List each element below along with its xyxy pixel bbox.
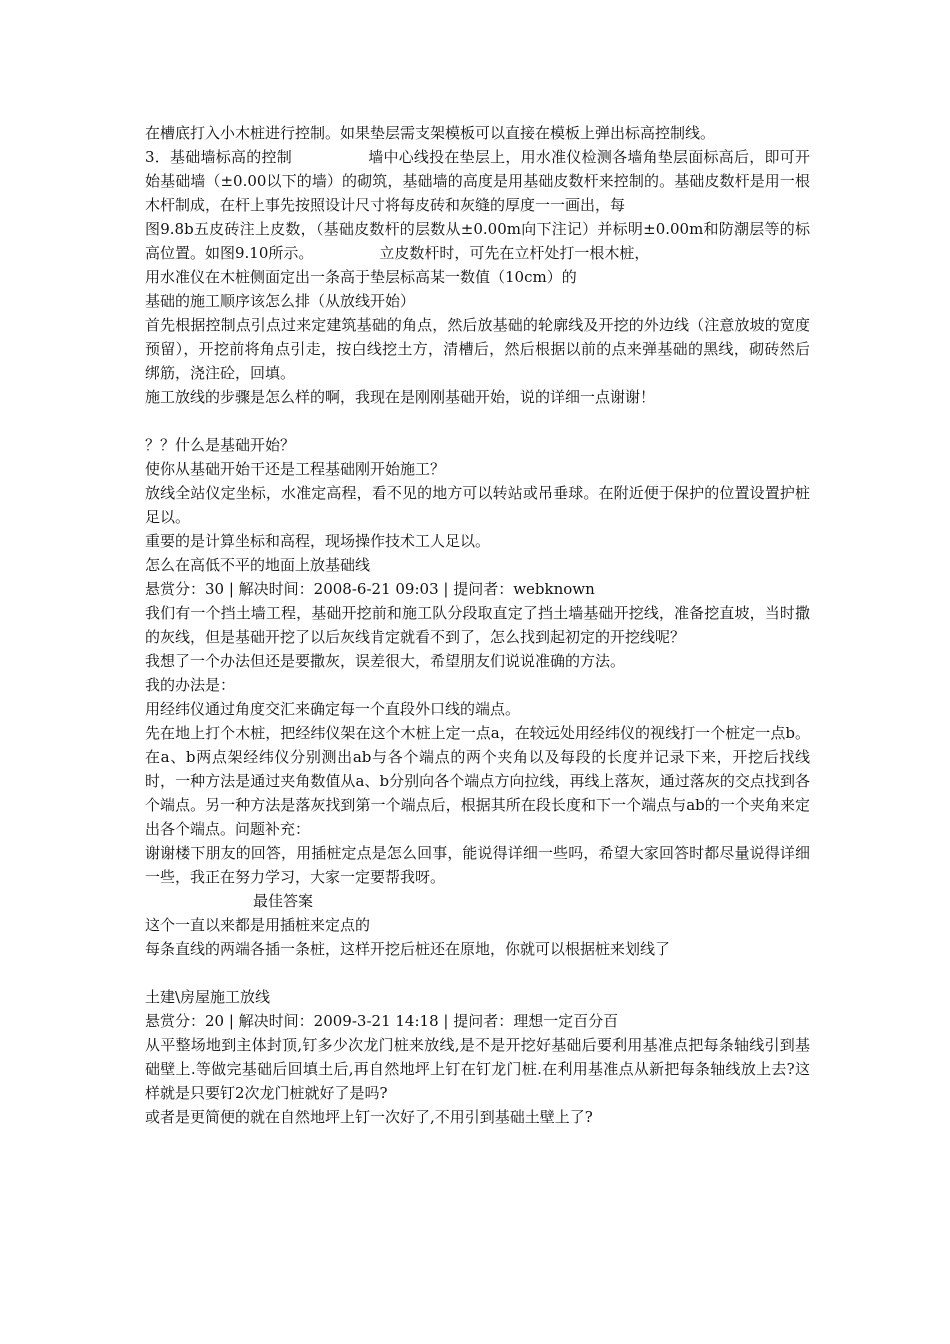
question-title: 基础的施工顺序该怎么排（从放线开始）	[145, 292, 416, 310]
paragraph: 这个一直以来都是用插桩来定点的	[145, 916, 371, 934]
paragraph: 每条直线的两端各插一条桩，这样开挖后桩还在原地，你就可以根据桩来划线了	[145, 940, 671, 958]
paragraph-text: 图9.8b五皮砖注上皮数，（基础皮数杆的层数从±0.00m向下注记）并标明±0.00m和防潮层等的标高位置。如图9.10所示。	[145, 220, 810, 262]
paragraph: 用水准仪在木桩侧面定出一条高于垫层标高某一数值（10cm）的	[145, 268, 577, 286]
blank-line	[145, 409, 810, 433]
paragraph: 我想了一个办法但还是要撒灰，误差很大，希望朋友们说说准确的方法。	[145, 652, 626, 670]
paragraph-text: 立皮数杆时，可先在立杆处打一根木桩，	[379, 244, 650, 262]
paragraph-text: 墙中心线投在垫层上，用水准仪检测各墙角垫层面标高后，即可开始基础墙（±0.00以下的墙）的砌筑，基础墙的高度是用基础皮数杆来控制的。基础皮数杆是用一根木杆制成，在杆上事先按照设计尺寸将每皮砖和灰缝的厚度一一画出，每	[145, 148, 810, 214]
paragraph-foundation-wall	[145, 145, 810, 217]
paragraph: 我们有一个挡土墙工程，基础开挖前和施工队分段取直定了挡土墙基础开挖线，准备挖直坡，当时撒的灰线，但是基础开挖了以后灰线肯定就看不到了，怎么找到起初定的开挖线呢？	[145, 604, 810, 646]
paragraph-skin-rod	[145, 217, 810, 265]
paragraph: 我的办法是：	[145, 676, 236, 694]
question-title: 施工放线的步骤是怎么样的啊，我现在是刚刚基础开始，说的详细一点谢谢！	[145, 388, 656, 406]
paragraph: 重要的是计算坐标和高程，现场操作技术工人足以。	[145, 532, 491, 550]
paragraph: 首先根据控制点引点过来定建筑基础的角点，然后放基础的轮廓线及开挖的外边线（注意放坡的宽度预留），开挖前将角点引走，按白线挖土方，清槽后，然后根据以前的点来弹基础的黑线，砌砖然后绑筋，浇注砼，回填。	[145, 316, 810, 382]
paragraph: 或者是更简便的就在自然地坪上钉一次好了,不用引到基础土壁上了?	[145, 1108, 593, 1126]
paragraph: 用经纬仪通过角度交汇来确定每一个直段外口线的端点。	[145, 700, 521, 718]
paragraph: 从平整场地到主体封顶,钉多少次龙门桩来放线,是不是开挖好基础后要利用基准点把每条轴线引到基础壁上.等做完基础后回填土后,再自然地坪上钉在钉龙门桩.在利用基准点从新把每条轴线放上去?这样就是只要钉2次龙门桩就好了是吗?	[145, 1036, 810, 1102]
question-meta: 悬赏分：20 | 解决时间：2009-3-21 14:18 | 提问者：理想一定百分百	[145, 1012, 619, 1030]
best-answer-heading: 最佳答案	[253, 892, 314, 910]
question-meta: 悬赏分：30 | 解决时间：2008-6-21 09:03 | 提问者：webknown	[145, 580, 595, 598]
document-body	[145, 121, 810, 1129]
section-heading: 3．基础墙标高的控制	[145, 148, 292, 166]
question-title: 土建\房屋施工放线	[145, 988, 271, 1006]
paragraph: 在槽底打入小木桩进行控制。如果垫层需支架模板可以直接在模板上弹出标高控制线。	[145, 124, 716, 142]
paragraph: 使你从基础开始干还是工程基础刚开始施工？	[145, 460, 446, 478]
paragraph: 放线全站仪定坐标，水准定高程，看不见的地方可以转站或吊垂球。在附近便于保护的位置设置护桩足以。	[145, 484, 810, 526]
blank-line	[145, 961, 810, 985]
paragraph: 谢谢楼下朋友的回答，用插桩定点是怎么回事，能说得详细一些吗，希望大家回答时都尽量说得详细一些，我正在努力学习，大家一定要帮我呀。	[145, 844, 810, 886]
paragraph: ？？什么是基础开始？	[145, 436, 296, 454]
question-title: 怎么在高低不平的地面上放基础线	[145, 556, 371, 574]
paragraph: 先在地上打个木桩，把经纬仪架在这个木桩上定一点a，在较远处用经纬仪的视线打一个桩定一点b。在a、b两点架经纬仪分别测出ab与各个端点的两个夹角以及每段的长度并记录下来，开挖后找线时，一种方法是通过夹角数值从a、b分别向各个端点方向拉线，再线上落灰，通过落灰的交点找到各个端点。另一种方法是落灰找到第一个端点后，根据其所在段长度和下一个端点与ab的一个夹角来定出各个端点。问题补充：	[145, 724, 810, 838]
